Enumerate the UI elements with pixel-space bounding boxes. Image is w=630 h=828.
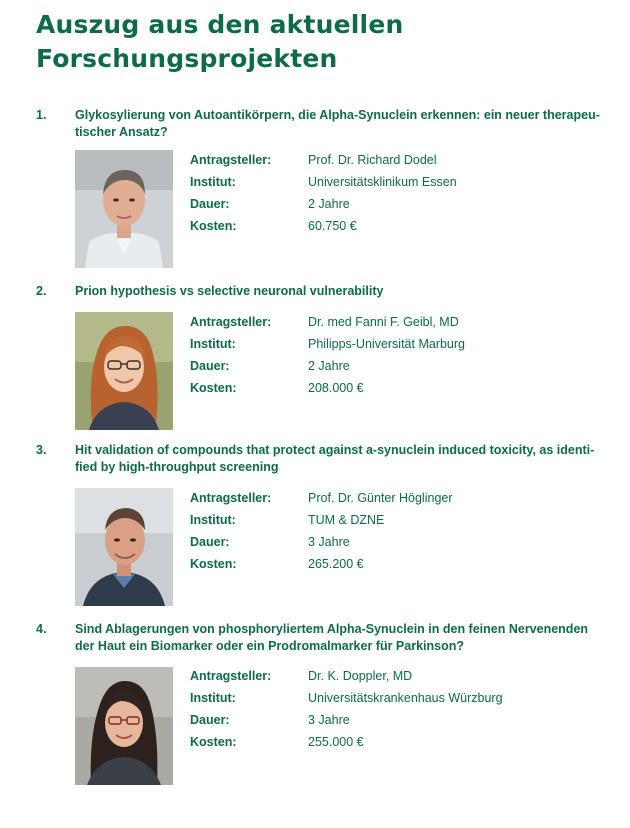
- applicant-photo: [75, 488, 173, 606]
- label-duration: Dauer:: [190, 359, 230, 373]
- value-duration: 2 Jahre: [308, 197, 350, 211]
- detail-row-applicant: [190, 665, 503, 687]
- value-duration: 3 Jahre: [308, 713, 350, 727]
- label-applicant: Antragsteller:: [190, 315, 272, 329]
- value-costs: 208.000 €: [308, 381, 364, 395]
- applicant-photo: [75, 667, 173, 785]
- detail-row-duration: [190, 531, 453, 553]
- detail-row-costs: [190, 377, 465, 399]
- value-institute: Philipps-Universität Marburg: [308, 337, 466, 351]
- project-number: 3.: [36, 443, 47, 457]
- applicant-photo: [75, 312, 173, 430]
- value-applicant: Dr. med Fanni F. Geibl, MD: [308, 315, 459, 329]
- detail-row-duration: [190, 193, 457, 215]
- detail-row-costs: [190, 553, 453, 575]
- detail-row-institute: [190, 509, 453, 531]
- detail-row-institute: [190, 333, 465, 355]
- project-title: Sind Ablagerungen von phosphoryliertem Alpha-Synuclein in den feinen Nervenenden der Haut ein Biomarker oder ein Prodromalmarker für Parkinson?: [75, 622, 589, 653]
- label-duration: Dauer:: [190, 713, 230, 727]
- detail-row-applicant: [190, 487, 453, 509]
- project-number: 2.: [36, 284, 47, 298]
- label-applicant: Antragsteller:: [190, 153, 272, 167]
- project-details: [190, 487, 453, 575]
- label-costs: Kosten:: [190, 219, 237, 233]
- label-institute: Institut:: [190, 337, 236, 351]
- label-applicant: Antragsteller:: [190, 491, 272, 505]
- label-institute: Institut:: [190, 513, 236, 527]
- project-details: [190, 149, 457, 237]
- detail-row-institute: [190, 171, 457, 193]
- detail-row-costs: [190, 215, 457, 237]
- detail-row-duration: [190, 355, 465, 377]
- label-institute: Institut:: [190, 691, 236, 705]
- project-number: 1.: [36, 108, 47, 122]
- label-costs: Kosten:: [190, 557, 237, 571]
- page-title: [36, 8, 403, 76]
- value-institute: Universitätskrankenhaus Würzburg: [308, 691, 503, 705]
- project-details: [190, 311, 465, 399]
- project-title: Glykosylierung von Autoantikörpern, die Alpha-Synuclein erkennen: ein neuer therapeu- tischer Ansatz?: [75, 108, 600, 139]
- value-duration: 3 Jahre: [308, 535, 350, 549]
- applicant-photo: [75, 150, 173, 268]
- label-applicant: Antragsteller:: [190, 669, 272, 683]
- page-title-line2: Forschungsprojekten: [36, 44, 338, 73]
- page-title-line1: Auszug aus den aktuellen: [36, 10, 404, 39]
- detail-row-institute: [190, 687, 503, 709]
- value-costs: 255.000 €: [308, 735, 364, 749]
- detail-row-applicant: [190, 149, 457, 171]
- detail-row-applicant: [190, 311, 465, 333]
- project-details: [190, 665, 503, 753]
- value-costs: 60.750 €: [308, 219, 357, 233]
- label-duration: Dauer:: [190, 535, 230, 549]
- value-applicant: Prof. Dr. Günter Höglinger: [308, 491, 453, 505]
- value-duration: 2 Jahre: [308, 359, 350, 373]
- project-title: Hit validation of compounds that protect against a-synuclein induced toxicity, as identi- fied by high-throughput screening: [75, 443, 595, 474]
- value-costs: 265.200 €: [308, 557, 364, 571]
- value-institute: TUM & DZNE: [308, 513, 385, 527]
- label-duration: Dauer:: [190, 197, 230, 211]
- label-costs: Kosten:: [190, 381, 237, 395]
- project-title: Prion hypothesis vs selective neuronal vulnerability: [75, 284, 384, 298]
- value-institute: Universitätsklinikum Essen: [308, 175, 457, 189]
- detail-row-duration: [190, 709, 503, 731]
- value-applicant: Prof. Dr. Richard Dodel: [308, 153, 437, 167]
- detail-row-costs: [190, 731, 503, 753]
- project-number: 4.: [36, 622, 47, 636]
- label-costs: Kosten:: [190, 735, 237, 749]
- value-applicant: Dr. K. Doppler, MD: [308, 669, 413, 683]
- label-institute: Institut:: [190, 175, 236, 189]
